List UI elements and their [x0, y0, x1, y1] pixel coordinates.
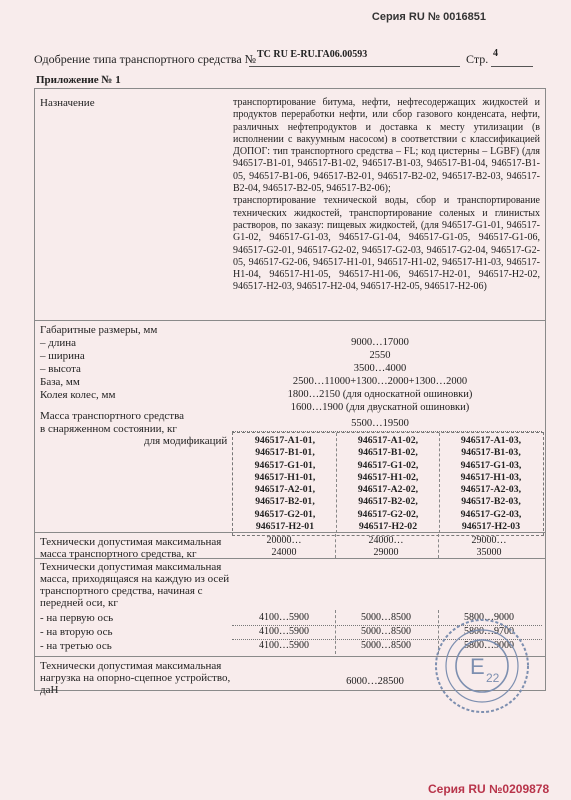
base-value: 2500…11000+1300…2000+1300…2000 — [292, 376, 468, 387]
list-item: 946517-G2-01, — [254, 508, 316, 520]
list-item: 946517-A1-01, — [254, 435, 316, 446]
length-label: – длина — [40, 337, 76, 349]
max-mass-divider-2 — [438, 534, 439, 558]
max-mass-max-col3: 35000 — [476, 547, 502, 558]
page-number: 4 — [493, 48, 498, 59]
list-item: 946517-B1-01, — [255, 447, 315, 459]
list-item: 946517-A2-01, — [254, 484, 316, 496]
list-item: 946517-A1-03, — [460, 435, 522, 446]
track-value-single: 1800…2150 (для односкатной ошиновки) — [287, 389, 473, 400]
length-value: 9000…17000 — [351, 337, 409, 348]
coupling-label-3: даН — [40, 684, 59, 696]
first-axle-col3: 5800…9000 — [464, 612, 514, 623]
list-item: 946517-G1-02, — [357, 459, 419, 471]
coupling-label-1: Технически допустимая максимальная — [40, 660, 222, 672]
modifications-label: для модификаций — [144, 435, 228, 447]
third-axle-col2: 5000…8500 — [361, 640, 411, 651]
base-label: База, мм — [40, 376, 80, 388]
second-axle-label: - на вторую ось — [40, 626, 113, 638]
height-label: – высота — [40, 363, 81, 375]
annex-title: Приложение № 1 — [36, 74, 121, 86]
series-number-bottom: Серия RU №0209878 — [428, 782, 550, 796]
axle-divider-1 — [335, 610, 336, 654]
table-left-border — [34, 88, 35, 690]
list-item: 946517-A2-03, — [460, 484, 522, 496]
purpose-paragraph-2: транспортирование технической воды, сбор и транспортирование технических жидкостей, транспортирование соленых и глинистых растворов, по заказу: пищевых жидкостей, (для 946517-G1-01, 946517-G1-02, 946517-G1-03, 946517-G1-04, 946517-G1-05, 946517-G1-06, 946517-G2-01, 946517-G2-02, 946517-G2-03, 946517-G2-04, 946517-G2-05, 946517-G2-06, 946517-H1-01, 946517-H1-02, 946517-H1-03, 946517-H1-04, 946517-H1-05, 946517-H1-06, 946517-H2-01, 946517-H2-02, 946517-H2-03, 946517-H2-04, 946517-H2-05, 946517-H2-06) — [233, 195, 540, 293]
mod-col-divider-1 — [336, 433, 337, 533]
second-axle-col2: 5000…8500 — [361, 626, 411, 637]
list-item: 946517-G1-01, — [254, 459, 316, 471]
max-mass-label-1: Технически допустимая максимальная — [40, 536, 222, 548]
series-number-top: Серия RU № 0016851 — [371, 11, 486, 23]
certificate-number: ТС RU E-RU.ГА06.00593 — [257, 49, 368, 60]
list-item: 946517-H1-01, — [254, 471, 316, 483]
list-item: 946517-A1-02, — [357, 435, 419, 446]
list-item: 946517-G1-03, — [460, 459, 522, 471]
modifications-table — [232, 432, 544, 536]
axle-mass-label-4: передней оси, кг — [40, 597, 118, 609]
page-label: Стр. — [466, 52, 489, 66]
width-value: 2550 — [369, 350, 391, 361]
coupling-value: 6000…28500 — [346, 676, 404, 687]
list-item: 946517-B1-02, — [358, 447, 418, 459]
max-mass-min-col1: 20000… — [266, 535, 302, 546]
list-item: 946517-B2-01, — [255, 496, 315, 508]
table-top-border — [34, 88, 546, 89]
max-mass-label-2: масса транспортного средства, кг — [40, 548, 197, 560]
list-item: 946517-B1-03, — [461, 447, 521, 459]
list-item: 946517-H1-02, — [357, 471, 419, 483]
list-item: 946517-A2-02, — [357, 484, 419, 496]
certificate-underline — [249, 66, 460, 67]
mod-column-2 — [338, 435, 438, 533]
coupling-label-2: нагрузка на опорно-сцепное устройство, — [40, 672, 231, 684]
track-value-double: 1600…1900 (для двускатной ошиновки) — [290, 402, 470, 413]
dimensions-label: Габаритные размеры, мм — [40, 324, 158, 336]
curb-mass-label-2: в снаряженном состоянии, кг — [40, 423, 177, 435]
second-axle-col1: 4100…5900 — [259, 626, 309, 637]
purpose-text — [233, 97, 540, 294]
first-axle-col1: 4100…5900 — [259, 612, 309, 623]
third-axle-col3: 5800…9000 — [464, 640, 514, 651]
third-axle-col1: 4100…5900 — [259, 640, 309, 651]
mod-column-3 — [441, 435, 541, 533]
curb-mass-label-1: Масса транспортного средства — [40, 410, 185, 422]
max-mass-min-col2: 24000… — [368, 535, 404, 546]
track-label: Колея колес, мм — [40, 389, 116, 401]
first-axle-label: - на первую ось — [40, 612, 114, 624]
list-item: 946517-H2-03 — [461, 521, 521, 533]
axle-mass-label-2: масса, приходящаяся на каждую из осей — [40, 573, 230, 585]
axle-mass-label-3: транспортного средства, начиная с — [40, 585, 203, 597]
list-item: 946517-H2-01 — [255, 521, 315, 533]
second-axle-col3: 5800…9700 — [464, 626, 514, 637]
document-title: Одобрение типа транспортного средства № — [34, 52, 257, 66]
axle-mass-label-1: Технически допустимая максимальная — [40, 561, 222, 573]
approval-stamp-icon — [432, 616, 532, 716]
max-mass-max-col1: 24000 — [271, 547, 297, 558]
list-item: 946517-G2-03, — [460, 508, 522, 520]
mod-col-divider-2 — [439, 433, 440, 533]
purpose-label: Назначение — [40, 97, 95, 109]
max-mass-min-col3: 29000… — [471, 535, 507, 546]
curb-mass-value: 5500…19500 — [351, 418, 409, 429]
list-item: 946517-H2-02 — [358, 521, 418, 533]
list-item: 946517-G2-02, — [357, 508, 419, 520]
page-underline — [491, 66, 533, 67]
stamp-number: 22 — [486, 671, 500, 685]
table-right-border — [545, 88, 546, 690]
first-axle-col2: 5000…8500 — [361, 612, 411, 623]
purpose-paragraph-1: транспортирование битума, нефти, нефтесодержащих жидкостей и продуктов переработки нефти, или сбор газового конденсата, нефти, различных нефтепродуктов и доставка к месту утилизации (в исполнении с вакуумным насосом) в соответствии с классификацией ДОПОГ: тип транспортного средства – FL; код цистерны – LGBF) (для 946517-B1-01, 946517-B1-02, 946517-B1-03, 946517-B1-04, 946517-B1-05, 946517-B1-06, 946517-B2-01, 946517-B2-02, 946517-B2-03, 946517-B2-04, 946517-B2-05, 946517-B2-06); — [233, 97, 540, 195]
width-label: – ширина — [40, 350, 85, 362]
list-item: 946517-H1-03, — [460, 471, 522, 483]
list-item: 946517-B2-02, — [358, 496, 418, 508]
max-mass-divider-1 — [335, 534, 336, 558]
stamp-letter: E — [470, 654, 485, 679]
height-value: 3500…4000 — [353, 363, 407, 374]
third-axle-label: - на третью ось — [40, 640, 112, 652]
purpose-divider — [34, 320, 546, 321]
list-item: 946517-B2-03, — [461, 496, 521, 508]
mod-column-1 — [235, 435, 335, 533]
max-mass-max-col2: 29000 — [373, 547, 399, 558]
